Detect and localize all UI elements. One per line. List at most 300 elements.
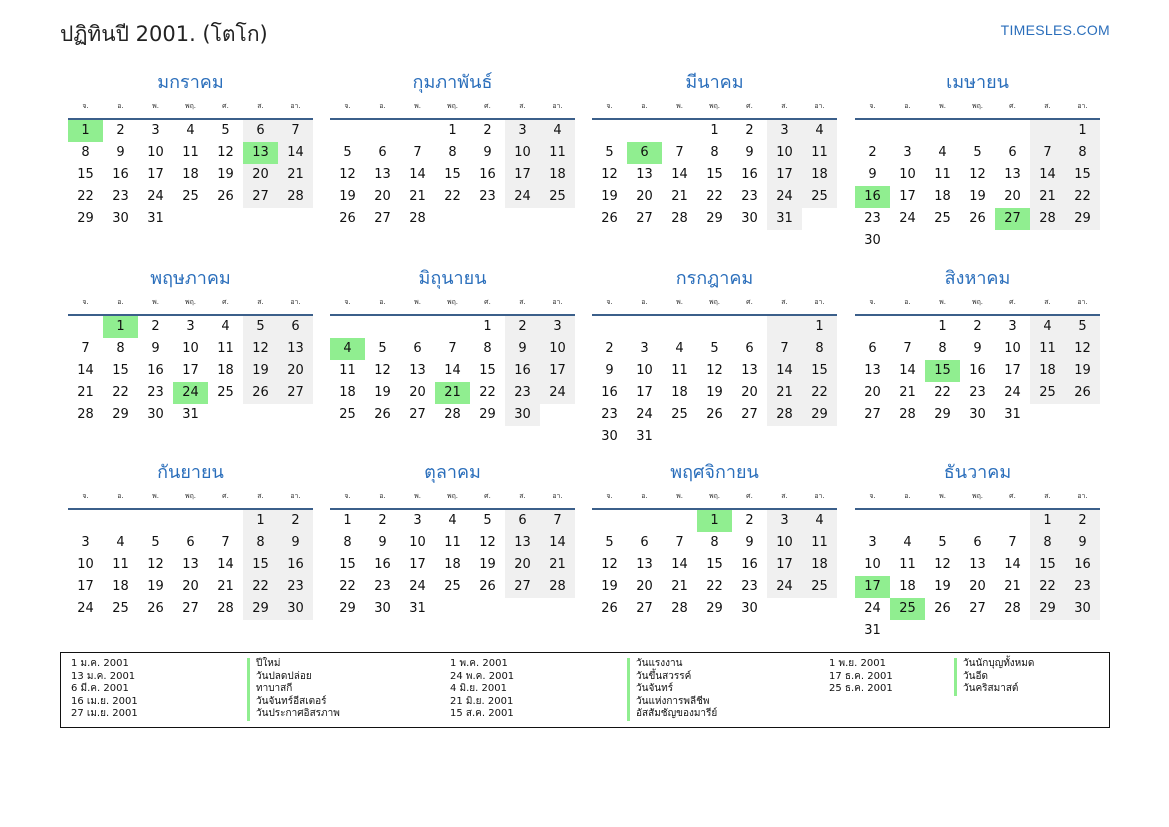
day-cell: 13 <box>1004 167 1021 182</box>
empty-day-cell <box>960 120 995 142</box>
day-cell: 24 <box>767 186 802 208</box>
day-cell: 21 <box>671 189 688 204</box>
day-cell: 16 <box>147 363 164 378</box>
weekday-label: พฤ. <box>446 102 459 110</box>
day-cell: 19 <box>339 189 356 204</box>
day-cell: 14 <box>278 142 313 164</box>
day-cell: 26 <box>374 407 391 422</box>
legend-date: 13 ม.ค. 2001 <box>71 670 136 682</box>
day-cell: 17 <box>505 164 540 186</box>
day-cell: 9 <box>745 535 754 550</box>
day-cell: 20 <box>741 385 758 400</box>
day-cell: 31 <box>864 623 881 638</box>
day-cell: 11 <box>802 142 837 164</box>
day-cell: 30 <box>1065 598 1100 620</box>
day-cell: 29 <box>479 407 496 422</box>
weekday-label: พฤ. <box>708 102 721 110</box>
day-cell: 26 <box>217 189 234 204</box>
day-cell: 9 <box>151 341 160 356</box>
weekday-label: จ. <box>869 102 876 110</box>
weekday-label: พ. <box>414 102 421 110</box>
month-name: มกราคม <box>157 72 224 93</box>
day-cell: 10 <box>864 557 881 572</box>
day-cell: 6 <box>413 341 422 356</box>
day-cell: 3 <box>868 535 877 550</box>
legend-holiday-name: วันขึ้นสวรรค์ <box>636 670 692 682</box>
day-cell: 22 <box>1030 576 1065 598</box>
day-cell: 20 <box>1004 189 1021 204</box>
month-calendar <box>855 460 1100 642</box>
month-name: พฤศจิกายน <box>670 462 759 483</box>
empty-day-cell <box>767 316 802 338</box>
day-cell: 11 <box>540 142 575 164</box>
holiday-day-cell: 27 <box>995 208 1030 230</box>
day-cell: 25 <box>671 407 688 422</box>
day-cell: 4 <box>938 145 947 160</box>
legend-holiday-name: วันนักบุญทั้งหมด <box>963 658 1035 669</box>
weekday-label: พ. <box>939 492 946 500</box>
day-cell: 2 <box>378 513 387 528</box>
month-calendar <box>68 266 313 426</box>
day-cell: 2 <box>151 319 160 334</box>
day-cell: 9 <box>868 167 877 182</box>
day-cell: 3 <box>540 316 575 338</box>
day-cell: 15 <box>112 363 129 378</box>
day-cell: 16 <box>969 363 986 378</box>
month-name: พฤษภาคม <box>150 268 231 289</box>
weekday-header <box>592 96 837 120</box>
day-cell: 12 <box>147 557 164 572</box>
month-name: กันยายน <box>157 462 224 483</box>
day-cell: 28 <box>1004 601 1021 616</box>
day-cell: 4 <box>221 319 230 334</box>
weekday-label: พฤ. <box>708 298 721 306</box>
holiday-day-cell: 1 <box>103 316 138 338</box>
day-cell: 5 <box>938 535 947 550</box>
day-cell: 3 <box>81 535 90 550</box>
day-cell: 13 <box>182 557 199 572</box>
day-cell: 30 <box>374 601 391 616</box>
weekday-label: พฤ. <box>708 492 721 500</box>
day-cell: 14 <box>217 557 234 572</box>
holiday-day-cell: 16 <box>855 186 890 208</box>
day-cell: 28 <box>767 404 802 426</box>
day-cell: 7 <box>221 535 230 550</box>
legend-date: 1 ม.ค. 2001 <box>71 658 129 669</box>
weekday-label: อ. <box>641 298 648 306</box>
day-cell: 18 <box>444 557 461 572</box>
day-cell: 20 <box>182 579 199 594</box>
weekday-header <box>855 486 1100 510</box>
month-calendar <box>330 460 575 620</box>
day-cell: 2 <box>605 341 614 356</box>
day-cell: 25 <box>802 576 837 598</box>
day-cell: 29 <box>934 407 951 422</box>
empty-day-cell <box>890 510 925 532</box>
empty-day-cell <box>662 120 697 142</box>
weekday-label: พ. <box>939 298 946 306</box>
month-calendar <box>855 266 1100 426</box>
day-cell: 15 <box>706 557 723 572</box>
day-cell: 29 <box>1030 598 1065 620</box>
weekday-label: จ. <box>606 298 613 306</box>
weekday-label: พฤ. <box>184 492 197 500</box>
day-cell: 16 <box>374 557 391 572</box>
day-cell: 5 <box>710 341 719 356</box>
day-cell: 3 <box>413 513 422 528</box>
month-name: สิงหาคม <box>944 268 1011 289</box>
weekday-label: อา. <box>1077 298 1088 306</box>
day-cell: 15 <box>444 167 461 182</box>
day-cell: 31 <box>182 407 199 422</box>
empty-day-cell <box>592 120 627 142</box>
day-cell: 20 <box>864 385 881 400</box>
legend-holiday-name: วันจันทร์อีสเตอร์ <box>256 695 327 707</box>
day-cell: 12 <box>243 338 278 360</box>
holiday-day-cell: 1 <box>68 120 103 142</box>
day-cell: 27 <box>741 407 758 422</box>
day-cell: 6 <box>278 316 313 338</box>
day-cell: 9 <box>1065 532 1100 554</box>
weekday-label: พฤ. <box>184 102 197 110</box>
day-cell: 19 <box>479 557 496 572</box>
day-cell: 21 <box>899 385 916 400</box>
weekday-label: อ. <box>117 492 124 500</box>
empty-day-cell <box>1030 120 1065 142</box>
day-cell: 31 <box>1004 407 1021 422</box>
day-cell: 16 <box>112 167 129 182</box>
day-cell: 14 <box>671 167 688 182</box>
day-cell: 1 <box>243 510 278 532</box>
day-cell: 25 <box>802 186 837 208</box>
day-grid <box>68 120 313 230</box>
day-cell: 22 <box>934 385 951 400</box>
day-cell: 29 <box>243 598 278 620</box>
day-cell: 21 <box>77 385 94 400</box>
day-cell: 3 <box>1008 319 1017 334</box>
month-name: มีนาคม <box>685 72 744 93</box>
day-cell: 8 <box>243 532 278 554</box>
weekday-label: อา. <box>290 492 301 500</box>
day-cell: 5 <box>605 535 614 550</box>
day-cell: 22 <box>77 189 94 204</box>
day-cell: 17 <box>182 363 199 378</box>
day-cell: 21 <box>217 579 234 594</box>
holiday-day-cell: 13 <box>243 142 278 164</box>
empty-day-cell <box>697 316 732 338</box>
day-cell: 21 <box>278 164 313 186</box>
day-cell: 18 <box>182 167 199 182</box>
weekday-label: ส. <box>1044 492 1051 500</box>
day-cell: 27 <box>969 601 986 616</box>
day-cell: 6 <box>505 510 540 532</box>
month-calendar <box>592 460 837 620</box>
day-cell: 6 <box>745 341 754 356</box>
day-cell: 23 <box>147 385 164 400</box>
day-cell: 24 <box>409 579 426 594</box>
day-grid <box>855 120 1100 252</box>
empty-day-cell <box>173 510 208 532</box>
day-cell: 28 <box>671 601 688 616</box>
day-cell: 10 <box>899 167 916 182</box>
day-cell: 4 <box>186 123 195 138</box>
day-cell: 30 <box>505 404 540 426</box>
day-cell: 9 <box>745 145 754 160</box>
day-cell: 17 <box>767 554 802 576</box>
day-cell: 1 <box>802 316 837 338</box>
month-calendar <box>330 70 575 230</box>
weekday-label: อ. <box>117 102 124 110</box>
month-name: ตุลาคม <box>424 462 481 483</box>
day-cell: 6 <box>868 341 877 356</box>
weekday-label: ศ. <box>222 298 229 306</box>
day-cell: 19 <box>601 579 618 594</box>
empty-day-cell <box>365 120 400 142</box>
day-cell: 4 <box>802 510 837 532</box>
weekday-label: อ. <box>379 298 386 306</box>
day-cell: 23 <box>479 189 496 204</box>
day-cell: 12 <box>934 557 951 572</box>
day-cell: 30 <box>864 233 881 248</box>
day-cell: 14 <box>1030 164 1065 186</box>
day-cell: 7 <box>675 145 684 160</box>
day-cell: 28 <box>540 576 575 598</box>
holiday-day-cell: 6 <box>627 142 662 164</box>
legend-holiday-name: วันแห่งการพลีชีพ <box>636 695 710 707</box>
day-cell: 30 <box>601 429 618 444</box>
weekday-label: ศ. <box>1009 492 1016 500</box>
brand-logo-text[interactable]: TIMESLES.COM <box>1000 22 1110 38</box>
day-cell: 13 <box>505 532 540 554</box>
day-cell: 29 <box>112 407 129 422</box>
weekday-label: พ. <box>152 298 159 306</box>
day-cell: 31 <box>409 601 426 616</box>
weekday-label: อา. <box>290 298 301 306</box>
day-cell: 10 <box>1004 341 1021 356</box>
day-cell: 13 <box>278 338 313 360</box>
weekday-label: ศ. <box>222 492 229 500</box>
day-cell: 29 <box>802 404 837 426</box>
day-cell: 17 <box>540 360 575 382</box>
day-cell: 25 <box>339 407 356 422</box>
day-cell: 27 <box>636 601 653 616</box>
weekday-label: ศ. <box>484 102 491 110</box>
day-grid <box>330 510 575 620</box>
empty-day-cell <box>330 120 365 142</box>
weekday-label: อา. <box>552 298 563 306</box>
day-cell: 10 <box>767 532 802 554</box>
day-cell: 9 <box>973 341 982 356</box>
day-cell: 17 <box>899 189 916 204</box>
empty-day-cell <box>995 120 1030 142</box>
day-cell: 26 <box>147 601 164 616</box>
weekday-label: ส. <box>781 492 788 500</box>
day-cell: 15 <box>339 557 356 572</box>
legend-holiday-name: ปีใหม่ <box>256 658 281 669</box>
empty-day-cell <box>995 510 1030 532</box>
day-cell: 11 <box>934 167 951 182</box>
day-cell: 10 <box>540 338 575 360</box>
day-cell: 6 <box>973 535 982 550</box>
day-cell: 17 <box>1004 363 1021 378</box>
day-cell: 20 <box>278 360 313 382</box>
day-cell: 17 <box>409 557 426 572</box>
day-cell: 24 <box>899 211 916 226</box>
day-cell: 17 <box>767 164 802 186</box>
legend-dates-column <box>829 658 893 696</box>
day-cell: 26 <box>601 211 618 226</box>
day-cell: 21 <box>1004 579 1021 594</box>
day-cell: 14 <box>77 363 94 378</box>
weekday-header <box>592 486 837 510</box>
month-name: เมษายน <box>946 72 1009 93</box>
day-cell: 31 <box>767 208 802 230</box>
day-cell: 2 <box>868 145 877 160</box>
day-cell: 28 <box>409 211 426 226</box>
day-cell: 22 <box>479 385 496 400</box>
day-cell: 4 <box>540 120 575 142</box>
day-cell: 11 <box>671 363 688 378</box>
day-cell: 11 <box>112 557 129 572</box>
day-cell: 10 <box>182 341 199 356</box>
weekday-label: พฤ. <box>446 492 459 500</box>
day-cell: 2 <box>116 123 125 138</box>
day-cell: 18 <box>1030 360 1065 382</box>
day-cell: 5 <box>378 341 387 356</box>
holiday-day-cell: 4 <box>330 338 365 360</box>
day-cell: 15 <box>802 360 837 382</box>
day-cell: 7 <box>903 341 912 356</box>
day-cell: 16 <box>1065 554 1100 576</box>
weekday-label: พ. <box>676 492 683 500</box>
legend-dates-column <box>71 658 138 721</box>
day-grid <box>855 510 1100 642</box>
day-cell: 2 <box>745 123 754 138</box>
holiday-day-cell: 1 <box>697 510 732 532</box>
weekday-label: พฤ. <box>446 298 459 306</box>
day-cell: 28 <box>217 601 234 616</box>
weekday-label: ศ. <box>746 102 753 110</box>
weekday-label: อา. <box>552 492 563 500</box>
day-cell: 19 <box>374 385 391 400</box>
empty-day-cell <box>330 316 365 338</box>
day-cell: 23 <box>112 189 129 204</box>
day-cell: 24 <box>864 601 881 616</box>
day-cell: 16 <box>505 360 540 382</box>
day-cell: 9 <box>605 363 614 378</box>
empty-day-cell <box>68 510 103 532</box>
day-cell: 8 <box>802 338 837 360</box>
day-cell: 9 <box>278 532 313 554</box>
day-cell: 23 <box>864 211 881 226</box>
day-cell: 25 <box>112 601 129 616</box>
day-cell: 5 <box>243 316 278 338</box>
day-cell: 24 <box>77 601 94 616</box>
legend-date: 15 ส.ค. 2001 <box>450 708 514 720</box>
empty-day-cell <box>855 316 890 338</box>
empty-day-cell <box>592 510 627 532</box>
empty-day-cell <box>400 316 435 338</box>
day-cell: 23 <box>741 189 758 204</box>
day-cell: 13 <box>969 557 986 572</box>
legend-holiday-name: ทาบาสกี <box>256 683 293 695</box>
day-cell: 7 <box>540 510 575 532</box>
day-cell: 20 <box>969 579 986 594</box>
weekday-label: พฤ. <box>971 102 984 110</box>
day-cell: 3 <box>151 123 160 138</box>
weekday-label: ส. <box>519 102 526 110</box>
day-cell: 14 <box>540 532 575 554</box>
day-grid <box>68 316 313 426</box>
day-cell: 27 <box>864 407 881 422</box>
day-cell: 19 <box>601 189 618 204</box>
day-cell: 3 <box>903 145 912 160</box>
day-cell: 10 <box>505 142 540 164</box>
day-cell: 23 <box>505 382 540 404</box>
empty-day-cell <box>925 510 960 532</box>
day-cell: 22 <box>802 382 837 404</box>
day-cell: 19 <box>934 579 951 594</box>
day-cell: 25 <box>1030 382 1065 404</box>
day-cell: 11 <box>899 557 916 572</box>
weekday-label: ส. <box>519 492 526 500</box>
weekday-label: จ. <box>344 298 351 306</box>
day-grid <box>330 120 575 230</box>
holiday-day-cell: 21 <box>435 382 470 404</box>
day-cell: 12 <box>479 535 496 550</box>
day-cell: 24 <box>147 189 164 204</box>
weekday-label: จ. <box>606 492 613 500</box>
day-cell: 3 <box>767 120 802 142</box>
day-cell: 15 <box>706 167 723 182</box>
day-cell: 6 <box>243 120 278 142</box>
day-cell: 19 <box>969 189 986 204</box>
day-cell: 14 <box>767 360 802 382</box>
day-cell: 27 <box>278 382 313 404</box>
day-cell: 16 <box>479 167 496 182</box>
day-cell: 18 <box>217 363 234 378</box>
day-cell: 16 <box>741 167 758 182</box>
day-cell: 24 <box>1004 385 1021 400</box>
day-cell: 12 <box>969 167 986 182</box>
weekday-label: อ. <box>379 492 386 500</box>
day-cell: 7 <box>1008 535 1017 550</box>
weekday-header <box>592 292 837 316</box>
day-cell: 12 <box>601 557 618 572</box>
day-cell: 13 <box>741 363 758 378</box>
day-grid <box>855 316 1100 426</box>
day-cell: 18 <box>339 385 356 400</box>
day-cell: 10 <box>767 142 802 164</box>
day-cell: 29 <box>706 601 723 616</box>
day-cell: 15 <box>1065 164 1100 186</box>
empty-day-cell <box>592 316 627 338</box>
day-cell: 15 <box>243 554 278 576</box>
day-cell: 28 <box>77 407 94 422</box>
weekday-label: อา. <box>814 102 825 110</box>
day-cell: 7 <box>413 145 422 160</box>
day-cell: 9 <box>505 338 540 360</box>
day-cell: 20 <box>636 579 653 594</box>
day-cell: 12 <box>601 167 618 182</box>
day-cell: 13 <box>374 167 391 182</box>
day-cell: 30 <box>741 601 758 616</box>
empty-day-cell <box>627 316 662 338</box>
weekday-label: อา. <box>1077 492 1088 500</box>
day-cell: 1 <box>1030 510 1065 532</box>
day-grid <box>330 316 575 426</box>
empty-day-cell <box>890 120 925 142</box>
